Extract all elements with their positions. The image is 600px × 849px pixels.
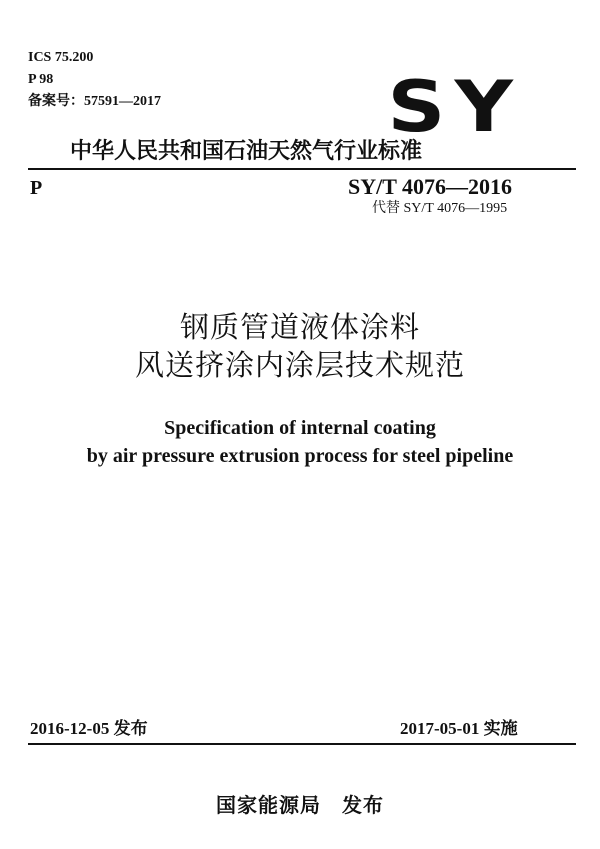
- category-letter: P: [30, 177, 43, 199]
- footer-divider: [28, 743, 576, 745]
- record-number: 备案号：57591—2017: [28, 94, 161, 109]
- english-title-line-1: Specification of internal coating: [164, 417, 436, 439]
- chinese-title-line-1: 钢质管道液体涂料: [179, 310, 420, 344]
- sy-logo: SY: [387, 66, 522, 148]
- header-divider: [28, 168, 576, 170]
- replaces-standard: 代替 SY/T 4076—1995: [372, 201, 508, 216]
- standard-number: SY/T 4076—2016: [348, 174, 513, 199]
- industry-standard-title: 中华人民共和国石油天然气行业标准: [70, 139, 423, 164]
- publisher: 国家能源局 发布: [216, 793, 384, 817]
- issue-date: 2016-12-05 发布: [30, 719, 148, 738]
- english-title-line-2: by air pressure extrusion process for steel pipeline: [86, 445, 514, 467]
- chinese-title-line-2: 风送挤涂内涂层技术规范: [134, 348, 465, 382]
- implementation-date: 2017-05-01 实施: [400, 719, 518, 738]
- ics-code: ICS 75.200: [28, 50, 94, 65]
- classification-code: P 98: [28, 72, 54, 87]
